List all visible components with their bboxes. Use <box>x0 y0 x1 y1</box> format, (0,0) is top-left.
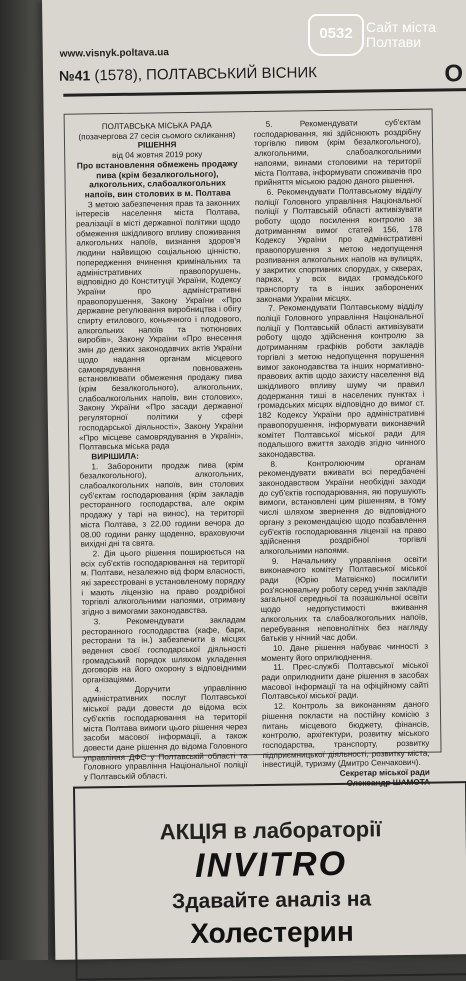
newspaper-url: www.visnyk.poltava.ua <box>59 47 169 60</box>
logo-text <box>366 20 436 50</box>
paragraph-4: 4. Доручити управлінню адміністративних послуг Полтавської міської ради довести до відома всіх суб'єктів господарювання на території міста Полтава вимоги цього рішення через засоби масової інформації, а також довести дане рішення до відома Головного управління ДФС у Полтавській області та Головного управління Національної поліції у Полтавській області. <box>82 682 248 782</box>
paragraph-8: 8. Контролюючим органам рекомендувати вживати всі передбачені законодавством України необхідні заходи до суб'єктів господарювання, які порушують вимоги, встановлені цим рішенням, в тому числі шляхом звернення до відповідного органу з рекомендацією щодо позбавлення суб'єктів господарювання ліцензії на право здійснення роздрібної торгівлі алкогольними напоями. <box>258 457 427 556</box>
paragraph-6: 6. Рекомендувати Полтавському відділу поліції Головного управління Національної поліції у Полтавській області активізувати роботу щодо посилення контролю за дотриманням вимог статей 156, 178 Кодексу України про адміністративні правопорушення з метою недопущення розпивання алкогольних напоїв на вулицях, у закритих спортивних спорудах, у скверах, парках, у всіх видах громадського транспорту та в інших заборонених законами України місцях. <box>254 185 424 304</box>
resolved-label: ВИРІШИЛА: <box>91 451 139 462</box>
decision-date: від 04 жовтня 2019 року <box>112 149 203 161</box>
paragraph-9: 9. Начальнику управління освіти виконавчого комітету Полтавської міської ради (Юрію Матвієнко) посилити роз'яснювальну роботу серед учнів закладів загальної середньої та позашкільної освіти щодо недопустимості вживання алкогольних та слабоалкогольних напоїв, перебування неповнолітніх без нагляду батьків у нічний час доби. <box>259 554 428 644</box>
ad-brand: INVITRO <box>194 844 348 885</box>
logo-badge: 0532 <box>308 14 364 56</box>
signature-title: Секретар міської ради <box>339 767 430 779</box>
logo-text-line1: Сайт міста <box>366 19 436 35</box>
logo-text-line2: Полтави <box>366 34 422 50</box>
decision-label: РІШЕННЯ <box>137 140 177 151</box>
paragraph-2: 2. Дія цього рішення поширюється на всіх суб'єктів господарювання на території м. Полтави, незалежно від форм власності, які зареєстровані в установленому порядку і мають ліцензію на право роздрібної торгівлі алкогольними напоями, отриману згідно з вимогами законодавства. <box>80 547 246 617</box>
paragraph-5: 5. Рекомендувати суб'єктам господарювання, які здійснюють роздрібну торгівлю пивом (крім безалкогольного), алкогольними, слабоалкогольними напоями, винами столовими на території міста Полтава, інформувати споживачів про прийняття міською радою даного рішення. <box>253 117 422 188</box>
session-note: (позачергова 27 сесія сьомого скликання) <box>78 130 236 142</box>
cropped-heading: О <box>444 60 464 88</box>
header-rule <box>63 88 466 97</box>
ad-line-3: Здавайте аналіз на <box>171 887 372 914</box>
article-right-column <box>254 118 430 790</box>
site-logo <box>308 12 458 57</box>
decision-intro: З метою забезпечення прав та законних інтересів населення міста Полтава, реалізації в місті державної політики щодо обмеження шкідливого впливу споживання алкогольних напоїв, визнання здоров'я людини найвищою соціальною цінністю, попередження вчинення кримінальних та адміністративних правопорушень, відповідно до Конституції України, Кодексу України про адміністративні правопорушення, Закону України «Про державне регулювання виробництва і обігу спирту етилового, коньячного і плодового, алкогольних напоїв та тютюнових виробів», Закону України «Про внесення змін до деяких законодавчих актів України щодо надання органам місцевого самоврядування повноважень встановлювати обмеження продажу пива (крім безалкогольного), алкогольних, слабоалкогольних напоїв, вин столових», Закону України «Про засади державної регуляторної політики у сфері господарської діяльності», Закону України «Про місцеве самоврядування в Україні», Полтавська міська рада <box>75 197 244 452</box>
council-name: ПОЛТАВСЬКА МІСЬКА РАДА <box>101 120 212 132</box>
paragraph-11: 11. Прес-службі Полтавської міської ради оприлюднити дане рішення в засобах масової інформації та на офіційному сайті Полтавської міської ради. <box>261 661 429 702</box>
issue-header <box>59 64 317 85</box>
invitro-ad <box>73 781 466 980</box>
paragraph-12: 12. Контроль за виконанням даного рішення покласти на постійну комісію з питань місцевого бюджету, фінансів, контролю, архітектури, розвитку міського господарства, транспорту, розвитку підприємницької діяльності, розвитку міста, інвестицій, туризму (Дмитро Сенчакович). <box>261 699 430 770</box>
article-left-column <box>75 120 248 782</box>
issue-number: №41 <box>58 67 91 84</box>
background-edge <box>0 0 48 960</box>
signature-name: Олександр ШАМОТА <box>346 777 431 788</box>
paragraph-3: 3. Рекомендувати закладам ресторанного господарства (кафе, бари, ресторани та ін.) забезпечити в місцях ведення своєї господарської діяльності громадський порядок шляхом укладення договорів на його охорону з відповідними організаціями. <box>81 615 247 685</box>
paragraph-7: 7. Рекомендувати Полтавському відділу поліції Головного управління Національної поліції у Полтавській області активізувати роботу щодо здійснення контролю за дотриманням графіків роботи закладів торгівлі з метою недопущення порушення вимог законодавства та інших нормативно-правових актів щодо захисту населення від шкідливого впливу шуму чи правил додержання тиші в населених пунктах і громадських місцях відповідно до вимог ст. 182 Кодексу України про адміністративні правопорушення, інформувати виконавчий комітет Полтавської міської ради для подальшого вжиття заходів згідно чинного законодавства. <box>256 302 426 459</box>
issue-title: (1578), ПОЛТАВСЬКИЙ ВІСНИК <box>94 64 318 85</box>
decision-title: Про встановлення обмежень продажу пива (крім безалкогольного), алкогольних, слабоалкогольних напоїв, вин столових в м. Полтава <box>76 158 238 200</box>
paragraph-10: 10. Дане рішення набуває чинності з моменту його оприлюднення. <box>261 641 429 663</box>
newspaper-page <box>42 0 466 960</box>
ad-line-1: АКЦІЯ в лабораторії <box>159 816 382 845</box>
ad-line-4: Холестерин <box>190 915 354 950</box>
decision-article-frame <box>64 109 442 788</box>
paragraph-1: 1. Заборонити продаж пива (крім безалкогольного), алкогольних, слабоалкогольних напоїв, вин столових суб'єктам господарювання (крім закладів ресторанного господарства, але окрім продажу у тарі на винос), на території міста Полтава, з 22.00 години вечора до 08.00 години ранку щоденно, враховуючи вихідні дні та свята. <box>79 459 245 549</box>
